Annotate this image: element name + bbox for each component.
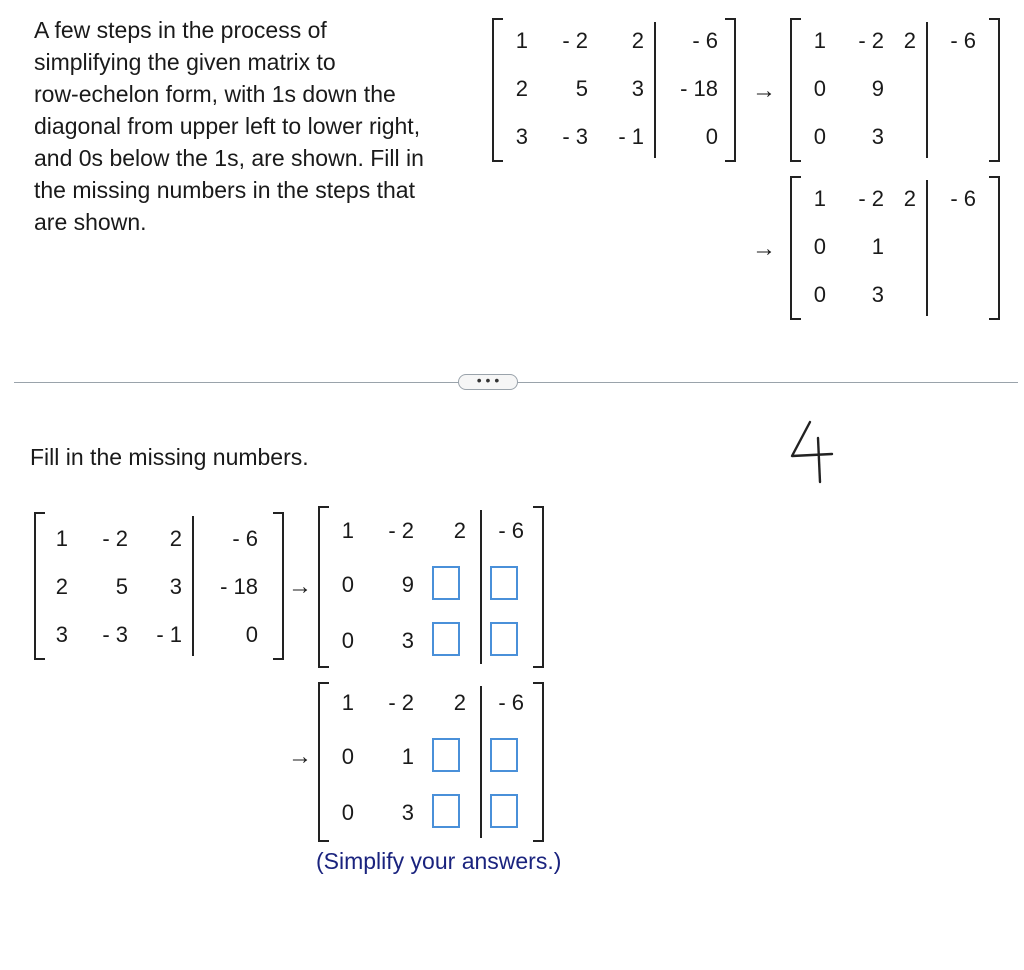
matrix-cell: 0 [341, 744, 354, 769]
bottom-matrix-original [34, 512, 284, 660]
left-bracket [318, 682, 329, 842]
matrix-cell: - 6 [232, 526, 258, 551]
problem-statement [34, 14, 484, 238]
answer-box-r3c3[interactable] [432, 622, 460, 656]
answer-box-r2c4[interactable] [490, 738, 518, 772]
matrix-cell: - 6 [498, 690, 524, 715]
matrix-cell: 1 [341, 690, 354, 715]
expand-more-button[interactable]: • • • [458, 374, 518, 390]
matrix-cell: 0 [341, 628, 354, 653]
right-bracket [533, 682, 544, 842]
matrix-cell: 0 [813, 234, 826, 259]
matrix-cell: 3 [515, 124, 528, 149]
right-bracket [989, 18, 1000, 162]
right-bracket [273, 512, 284, 660]
matrix-cell: 2 [631, 28, 644, 53]
matrix-cell: 1 [55, 526, 68, 551]
right-arrow-icon: → [288, 743, 312, 770]
augment-divider [192, 516, 194, 656]
bottom-matrix-step1 [318, 506, 544, 668]
left-bracket [492, 18, 503, 162]
matrix-cell: - 6 [950, 28, 976, 53]
matrix-cell: 0 [705, 124, 718, 149]
problem-line: are shown. [34, 209, 147, 235]
matrix-cell: 3 [871, 124, 884, 149]
matrix-cell: 1 [813, 28, 826, 53]
matrix-cell: 9 [401, 572, 414, 597]
augment-divider [654, 22, 656, 158]
matrix-cell: 2 [903, 186, 916, 211]
matrix-cell: - 18 [220, 574, 258, 599]
matrix-cell: 1 [515, 28, 528, 53]
matrix-cell: - 1 [618, 124, 644, 149]
matrix-cell: 2 [55, 574, 68, 599]
matrix-cell: - 6 [692, 28, 718, 53]
problem-line: row-echelon form, with 1s down the [34, 81, 396, 107]
matrix-cell: 5 [115, 574, 128, 599]
problem-line: A few steps in the process of [34, 17, 327, 43]
problem-line: the missing numbers in the steps that [34, 177, 415, 203]
handwritten-note [788, 418, 838, 488]
matrix-cell: - 2 [562, 28, 588, 53]
matrix-cell: - 18 [680, 76, 718, 101]
matrix-cell: 2 [169, 526, 182, 551]
answer-box-r2c3[interactable] [432, 566, 460, 600]
matrix-cell: - 2 [388, 518, 414, 543]
matrix-cell: - 6 [950, 186, 976, 211]
answer-box-r3c4[interactable] [490, 622, 518, 656]
matrix-cell: 1 [341, 518, 354, 543]
right-bracket [725, 18, 736, 162]
matrix-cell: 1 [401, 744, 414, 769]
top-matrix-step2 [790, 176, 1000, 320]
matrix-cell: 2 [453, 518, 466, 543]
matrix-cell: - 2 [388, 690, 414, 715]
problem-line: and 0s below the 1s, are shown. Fill in [34, 145, 424, 171]
matrix-cell: 0 [813, 282, 826, 307]
problem-line: simplifying the given matrix to [34, 49, 336, 75]
right-arrow-icon: → [288, 573, 312, 600]
matrix-cell: 1 [813, 186, 826, 211]
answer-box-r2c4[interactable] [490, 566, 518, 600]
matrix-cell: - 3 [562, 124, 588, 149]
matrix-cell: 3 [401, 628, 414, 653]
matrix-cell: - 2 [858, 186, 884, 211]
left-bracket [318, 506, 329, 668]
matrix-cell: 3 [169, 574, 182, 599]
matrix-cell: 2 [453, 690, 466, 715]
matrix-cell: 2 [515, 76, 528, 101]
augment-divider [926, 22, 928, 158]
left-bracket [790, 18, 801, 162]
matrix-cell: 0 [813, 76, 826, 101]
matrix-cell: - 6 [498, 518, 524, 543]
answer-box-r3c3[interactable] [432, 794, 460, 828]
augment-divider [480, 686, 482, 838]
top-matrix-original [492, 18, 736, 162]
left-bracket [790, 176, 801, 320]
right-arrow-icon: → [752, 235, 776, 262]
matrix-cell: 0 [245, 622, 258, 647]
answer-box-r3c4[interactable] [490, 794, 518, 828]
matrix-cell: 3 [401, 800, 414, 825]
right-bracket [533, 506, 544, 668]
matrix-cell: 3 [631, 76, 644, 101]
matrix-cell: - 3 [102, 622, 128, 647]
matrix-cell: 0 [341, 572, 354, 597]
right-bracket [989, 176, 1000, 320]
matrix-cell: 3 [55, 622, 68, 647]
left-bracket [34, 512, 45, 660]
matrix-cell: - 2 [102, 526, 128, 551]
bottom-matrix-step2 [318, 682, 544, 842]
matrix-cell: - 1 [156, 622, 182, 647]
problem-line: diagonal from upper left to lower right, [34, 113, 421, 139]
matrix-cell: 9 [871, 76, 884, 101]
augment-divider [480, 510, 482, 664]
matrix-cell: 3 [871, 282, 884, 307]
matrix-cell: 0 [341, 800, 354, 825]
matrix-cell: - 2 [858, 28, 884, 53]
answer-box-r2c3[interactable] [432, 738, 460, 772]
top-matrix-step1 [790, 18, 1000, 162]
matrix-cell: 0 [813, 124, 826, 149]
augment-divider [926, 180, 928, 316]
right-arrow-icon: → [752, 77, 776, 104]
simplify-hint: (Simplify your answers.) [316, 848, 562, 874]
matrix-cell: 2 [903, 28, 916, 53]
matrix-cell: 1 [871, 234, 884, 259]
matrix-cell: 5 [575, 76, 588, 101]
instruction-label: Fill in the missing numbers. [30, 444, 309, 470]
